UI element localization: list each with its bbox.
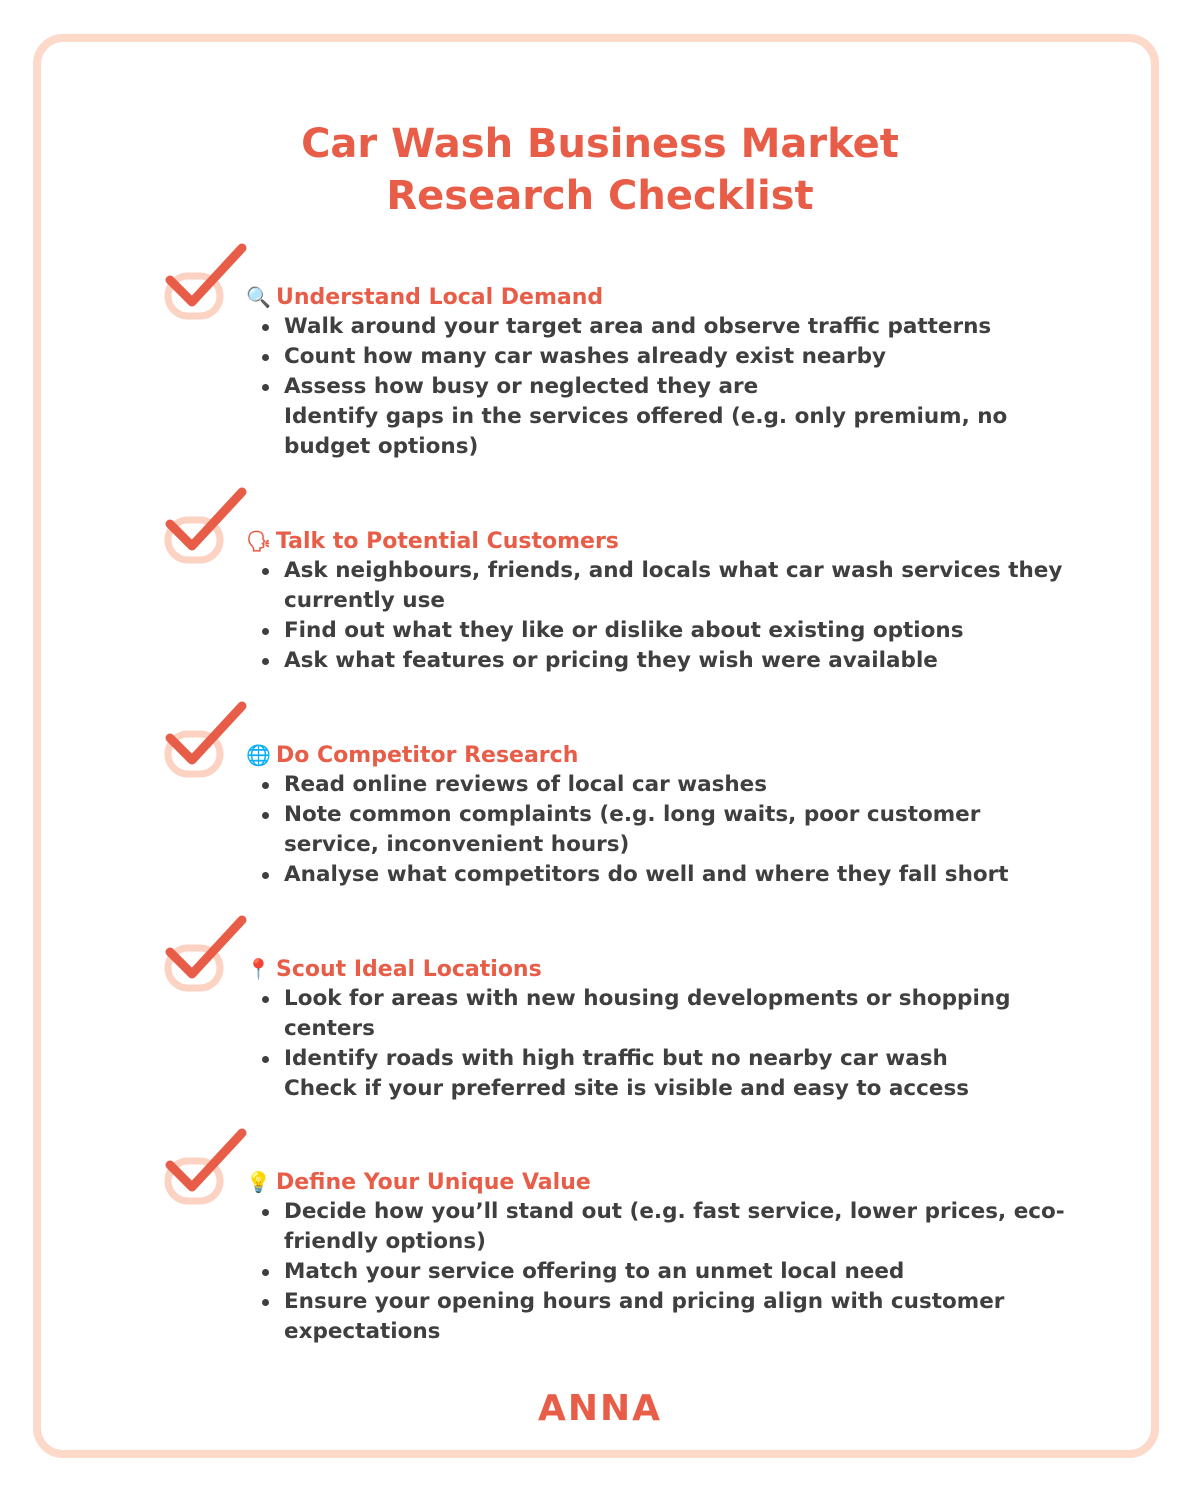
anna-logo: ANNA <box>538 1388 662 1429</box>
list-item: Note common complaints (e.g. long waits, poor customer service, inconvenient hours) <box>262 800 1072 860</box>
list-item: Count how many car washes already exist nearby <box>262 342 1072 372</box>
section-items <box>262 984 1072 1104</box>
list-item: Look for areas with new housing developments or shopping centers <box>262 984 1072 1044</box>
page-title <box>0 118 1200 222</box>
list-item: Read online reviews of local car washes <box>262 770 1072 800</box>
list-item: Ask neighbours, friends, and locals what car wash services they currently use <box>262 556 1072 616</box>
section-heading-label: Understand Local Demand <box>276 285 604 310</box>
title-line-1: Car Wash Business Market <box>301 121 899 167</box>
section-heading-label: Scout Ideal Locations <box>276 957 542 982</box>
section-items <box>262 1197 1072 1347</box>
speaking-head-icon: 🗣 <box>246 529 272 553</box>
globe-icon: 🌐 <box>246 743 271 767</box>
section-heading-label: Talk to Potential Customers <box>276 529 619 554</box>
section-items <box>262 556 1072 676</box>
list-item: Match your service offering to an unmet local need <box>262 1257 1072 1287</box>
list-item: Assess how busy or neglected they are <box>262 372 1072 402</box>
section-heading-label: Define Your Unique Value <box>276 1170 591 1195</box>
pin-icon: 📍 <box>246 957 271 981</box>
list-item: Check if your preferred site is visible and easy to access <box>284 1076 970 1101</box>
list-item: Find out what they like or dislike about existing options <box>262 616 1072 646</box>
list-item: Walk around your target area and observe traffic patterns <box>262 312 1072 342</box>
section-heading <box>246 282 603 313</box>
list-item: Ask what features or pricing they wish were available <box>262 646 1072 676</box>
list-item: Identify gaps in the services offered (e.g. only premium, no budget options) <box>284 404 1008 459</box>
list-item: Analyse what competitors do well and where they fall short <box>262 860 1072 890</box>
section-heading <box>246 740 578 771</box>
section-items <box>262 770 1072 890</box>
checkmark-icon <box>160 242 250 322</box>
checkmark-icon <box>160 700 250 780</box>
checkmark-icon <box>160 914 250 994</box>
checkmark-icon <box>160 486 250 566</box>
section-heading <box>246 954 542 985</box>
title-line-2: Research Checklist <box>386 173 814 219</box>
lightbulb-icon: 💡 <box>246 1170 271 1194</box>
section-items <box>262 312 1072 462</box>
list-item: Identify roads with high traffic but no nearby car wash <box>262 1044 1072 1074</box>
section-heading-label: Do Competitor Research <box>276 743 579 768</box>
magnifier-icon: 🔍 <box>246 285 271 309</box>
list-item: Ensure your opening hours and pricing align with customer expectations <box>262 1287 1072 1347</box>
checkmark-icon <box>160 1127 250 1207</box>
list-item: Decide how you’ll stand out (e.g. fast service, lower prices, eco-friendly options) <box>262 1197 1072 1257</box>
section-heading <box>246 1167 591 1198</box>
section-heading <box>246 526 619 557</box>
